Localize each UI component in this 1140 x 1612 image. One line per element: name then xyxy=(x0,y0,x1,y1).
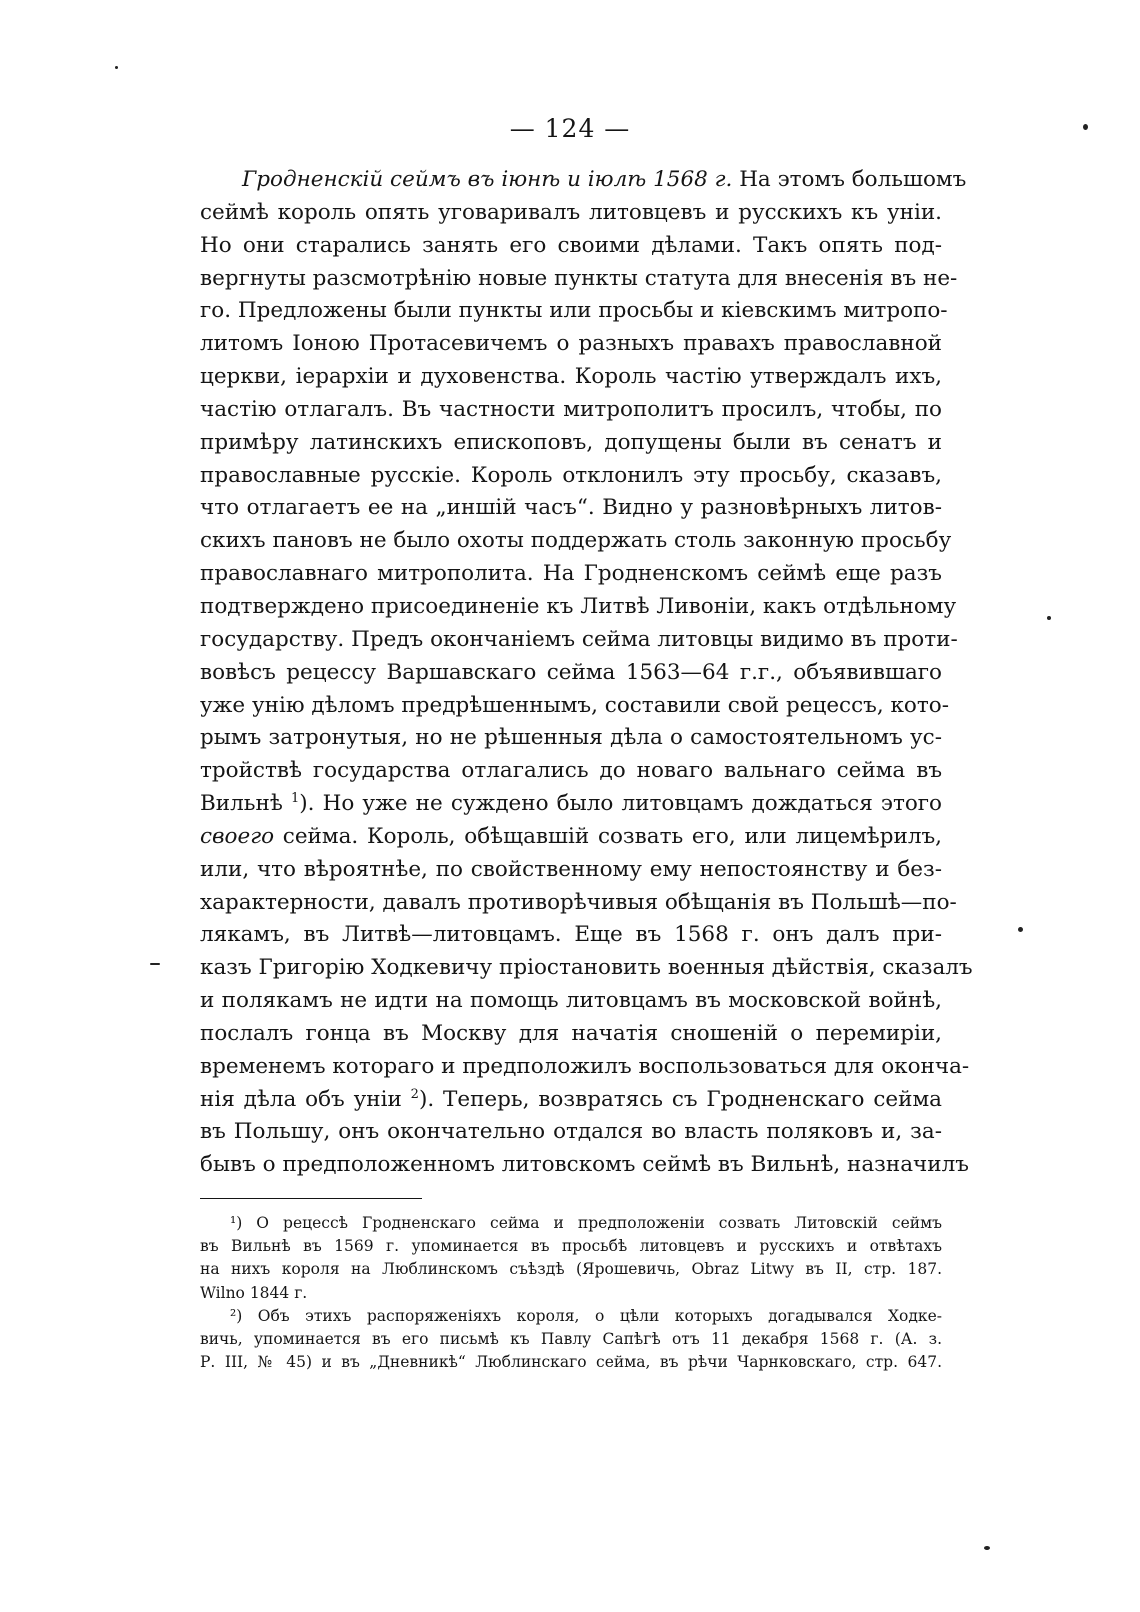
text-line: временемъ котораго и предположилъ воспользоваться для оконча- xyxy=(200,1053,970,1079)
text-line: Но они старались занять его своими дѣлами. Такъ опять под- xyxy=(200,232,942,258)
text-segment: ). Теперь, возвратясь съ Гродненскаго сейма xyxy=(418,1086,942,1112)
footnotes xyxy=(200,1212,942,1374)
text-segment: Вильнѣ xyxy=(200,791,283,817)
footnote-ref-2[interactable]: 2 xyxy=(410,1086,419,1102)
text-line: частію отлагалъ. Въ частности митрополитъ просилъ, чтобы, по xyxy=(200,396,942,422)
text-segment: сейма. Король, обѣщавшій созвать его, или лицемѣрилъ, xyxy=(282,823,942,849)
text-line: сеймѣ король опять уговаривалъ литовцевъ и русскихъ къ уніи. xyxy=(200,199,942,225)
text-line: бывъ о предположенномъ литовскомъ сеймѣ въ Вильнѣ, назначилъ xyxy=(200,1152,969,1178)
scan-speck xyxy=(984,1546,990,1550)
text-line: православные русскіе. Король отклонилъ эту просьбу, сказавъ, xyxy=(200,462,942,488)
section-heading: Гродненскій сеймъ въ іюнѣ и іюлѣ 1568 г. xyxy=(242,167,733,192)
scan-speck xyxy=(1083,124,1088,130)
footnote-1 xyxy=(200,1212,942,1305)
text-line: въ Польшу, онъ окончательно отдался во власть поляковъ и, за- xyxy=(200,1119,942,1145)
text-line: что отлагаетъ ее на „иншій часъ“. Видно у разновѣрныхъ литов- xyxy=(200,495,942,521)
text-line: послалъ гонца въ Москву для начатія сношеній о перемиріи, xyxy=(200,1020,942,1046)
text-line: вергнуты разсмотрѣнію новые пункты статута для внесенія въ не- xyxy=(200,265,958,291)
text-line: характерности, давалъ противорѣчивыя обѣщанія въ Польшѣ—по- xyxy=(200,889,957,915)
text-line xyxy=(200,1084,942,1117)
text-line: вовѣсъ рецессу Варшавскаго сейма 1563—64 г.г., объявившаго xyxy=(200,659,942,685)
text-line: лякамъ, въ Литвѣ—литовцамъ. Еще въ 1568 г. онъ далъ при- xyxy=(200,922,942,948)
footnote-line: въ Вильнѣ въ 1569 г. упоминается въ просьбѣ литовцевъ и русскихъ и отвѣтахъ xyxy=(200,1237,942,1256)
footnote-2 xyxy=(200,1305,942,1375)
text-line: и полякамъ не идти на помощь литовцамъ въ московской войнѣ, xyxy=(200,988,942,1014)
footnote-line: ¹) О рецессѣ Гродненскаго сейма и предположеніи созвать Литовскій сеймъ xyxy=(230,1214,942,1232)
scan-speck xyxy=(115,66,118,69)
text-line: го. Предложены были пункты или просьбы и кіевскимъ митропо- xyxy=(200,298,948,324)
text-line xyxy=(200,164,967,197)
footnote-line: ²) Объ этихъ распоряженіяхъ короля, о цѣли которыхъ догадывался Ходке- xyxy=(230,1306,942,1325)
text-line: уже унію дѣломъ предрѣшеннымъ, составили свой рецессъ, кото- xyxy=(200,692,949,718)
text-line: примѣру латинскихъ епископовъ, допущены были въ сенатъ и xyxy=(200,429,942,455)
scan-speck xyxy=(150,963,160,965)
emphasis-word: своего xyxy=(200,823,275,849)
text-segment: нія дѣла объ уніи xyxy=(200,1086,402,1112)
text-segment: ). Но уже не суждено было литовцамъ дождаться этого xyxy=(299,791,942,817)
page-number: — 124 — xyxy=(509,114,631,143)
text-line: или, что вѣроятнѣе, по свойственному ему непостоянству и без- xyxy=(200,856,942,882)
text-line: православнаго митрополита. На Гродненскомъ сеймѣ еще разъ xyxy=(200,561,942,587)
text-line: государству. Предъ окончаніемъ сейма литовцы видимо въ проти- xyxy=(200,626,958,652)
scan-speck xyxy=(1018,927,1023,932)
footnote-line: вичь, упоминается въ его письмѣ къ Павлу Сапѣгѣ отъ 11 декабря 1568 г. (А. з. xyxy=(200,1329,942,1348)
footnote-divider xyxy=(200,1198,422,1199)
text-line: подтверждено присоединеніе къ Литвѣ Ливоніи, какъ отдѣльному xyxy=(200,593,957,619)
text-line xyxy=(200,821,942,854)
text-segment: На этомъ большомъ xyxy=(739,167,967,192)
text-line: казъ Григорію Ходкевичу пріостановить военныя дѣйствія, сказалъ xyxy=(200,955,973,981)
text-line: тройствѣ государства отлагались до новаго вальнаго сейма въ xyxy=(200,758,942,784)
footnote-ref-1[interactable]: 1 xyxy=(290,790,300,806)
text-line: литомъ Іоною Протасевичемъ о разныхъ правахъ православной xyxy=(200,331,942,357)
text-line: церкви, іерархіи и духовенства. Король частію утверждалъ ихъ, xyxy=(200,364,942,390)
footnote-line: Р. III, № 45) и въ „Дневникѣ“ Люблинскаго сейма, въ рѣчи Чарнковскаго, стр. 647. xyxy=(200,1353,942,1372)
text-line: рымъ затронутыя, но не рѣшенныя дѣла о самостоятельномъ ус- xyxy=(200,725,942,751)
text-line xyxy=(200,788,942,821)
footnote-line: на нихъ короля на Люблинскомъ съѣздѣ (Ярошевичь, Obraz Litwy въ II, стр. 187. xyxy=(200,1260,942,1279)
text-line: скихъ пановъ не было охоты поддержать столь законную просьбу xyxy=(200,528,952,554)
scan-speck xyxy=(1047,616,1051,620)
main-paragraph xyxy=(200,164,973,1182)
footnote-line: Wilno 1844 г. xyxy=(200,1283,308,1302)
